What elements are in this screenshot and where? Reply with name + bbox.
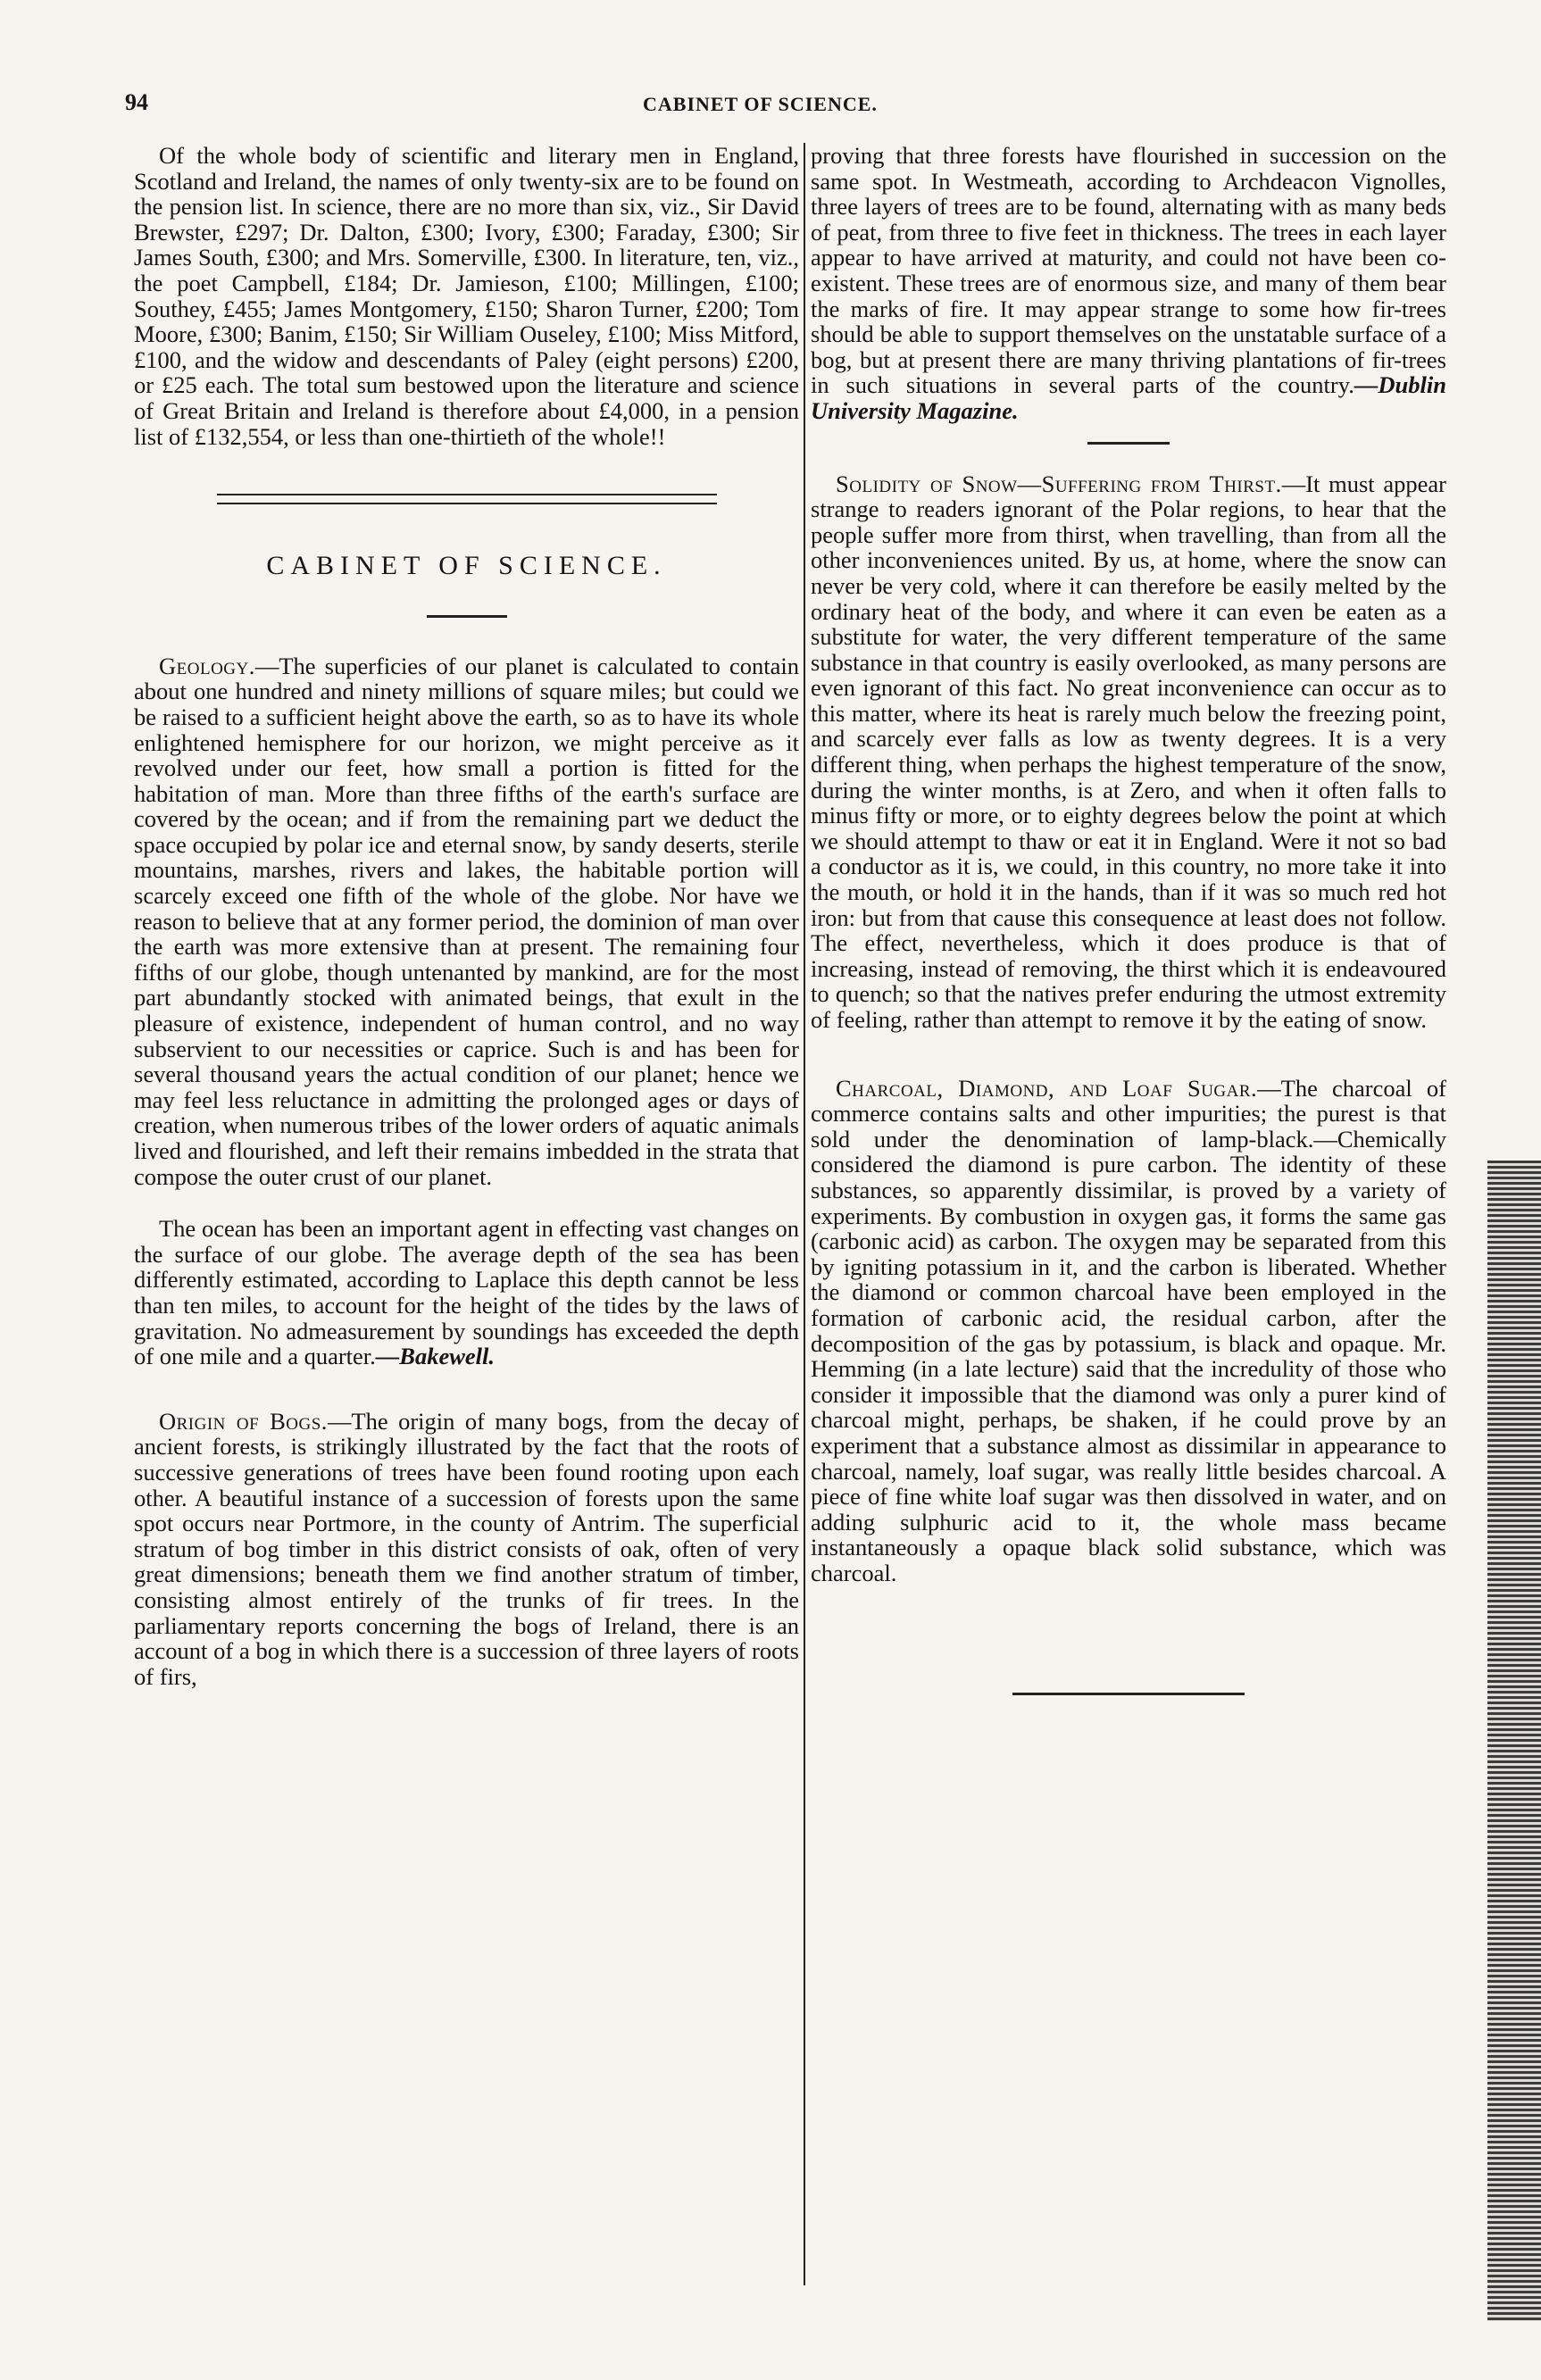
pension-list-paragraph: Of the whole body of scientific and literary men in England, Scotland and Ireland, the names of only twenty-six are to be found on the pension list. In science, there are no more than six, viz., Sir David Brewster, £297; Dr. Dalton, £300; Ivory, £300; Faraday, £300; Sir James South, £300; and Mrs. Somerville, £300. In literature, ten, viz., the poet Campbell, £184; Dr. Jamieson, £100; Millingen, £100; Southey, £455; James Montgomery, £150; Sharon Turner, £200; Tom Moore, £300; Banim, £150; Sir William Ouseley, £100; Miss Mitford, £100, and the widow and descendants of Paley (eight persons) £200, or £25 each. The total sum bestowed upon the literature and science of Great Britain and Ireland is therefore about £4,000, in a pension list of £132,554, or less than one-thirtieth of the whole!! (134, 142, 799, 450)
geology-heading: Geology. (159, 652, 255, 679)
ocean-article (134, 1216, 799, 1369)
bogs-continuation (811, 143, 1446, 424)
bogs-continuation-text: proving that three forests have flourished in succession on the same spot. In Westmeath, according to Archdeacon Vignolles, three layers of trees are to be found, alternating with as many beds of peat, from three to five feet in thickness. The trees in each layer appear to have arrived at maturity, and could not have been co-existent. These trees are of enormous size, and many of them bear the marks of fire. It may appear strange to some how fir-trees should be able to support themselves on the unstatable surface of a bog, but at present there are many thriving plantations of fir-trees in such situations in several parts of the country. (811, 142, 1446, 399)
short-rule (1087, 442, 1170, 445)
page-header (125, 89, 1464, 125)
right-column (811, 143, 1446, 1695)
scan-edge-artifact (1487, 1161, 1541, 2321)
page-number: 94 (125, 89, 148, 115)
end-rule (1012, 1693, 1245, 1695)
snow-heading: Solidity of Snow—Suffering from Thirst. (836, 470, 1282, 497)
geology-article (134, 653, 799, 1189)
bogs-text: —The origin of many bogs, from the decay of ancient forests, is strikingly illustrated by the fact that the roots of successive generations of trees have been found rooting upon each other. A beautiful instance of a succession of forests upon the same spot occurs near Portmore, in the county of Antrim. The superficial stratum of bog timber in this district consists of oak, often of very great dimensions; beneath them we find another stratum of timber, consisting almost entirely of the trunks of fir trees. In the parliamentary reports concerning the bogs of Ireland, there is an account of a bog in which there is a succession of three layers of roots of firs, (134, 1407, 799, 1690)
running-head: CABINET OF SCIENCE. (643, 93, 878, 115)
bogs-source: —Dublin University Magazine. (811, 371, 1446, 424)
ocean-text: The ocean has been an important agent in effecting vast changes on the surface of our globe. The average depth of the sea has been differently estimated, according to Laplace this depth cannot be less than ten miles, to account for the height of the tides by the laws of gravitation. No admeasurement by soundings has exceeded the depth of one mile and a quarter. (134, 1215, 799, 1370)
geology-text: —The superficies of our planet is calculated to contain about one hundred and ninety millions of square miles; but could we be raised to a sufficient height above the earth, so as to have its whole enlightened hemisphere for our horizon, we might perceive as it revolved under our feet, how small a portion is fitted for the habitation of man. More than three fifths of the earth's surface are covered by the ocean; and if from the remaining part we deduct the space occupied by polar ice and eternal snow, by sandy deserts, sterile mountains, marshes, rivers and lakes, the habitable portion will scarcely exceed one fifth of the whole of the globe. Nor have we reason to believe that at any former period, the dominion of man over the earth was more extensive than at present. The remaining four fifths of our globe, though untenanted by mankind, are for the most part abundantly stocked with animated beings, that exult in the pleasure of existence, independent of human control, and no way subservient to our necessities or caprice. Such is and has been for several thousand years the actual condition of our planet; hence we may feel less reluctance in admitting the prolonged ages or days of creation, when numerous tribes of the lower orders of aquatic animals lived and flourished, and left their remains imbedded in the strata that compose the outer crust of our planet. (134, 652, 799, 1190)
snow-article (811, 471, 1446, 1033)
double-rule-divider (217, 494, 717, 504)
charcoal-article (811, 1076, 1446, 1586)
short-rule (427, 615, 507, 618)
column-divider (804, 143, 805, 2285)
bogs-article (134, 1409, 799, 1690)
section-title: CABINET OF SCIENCE. (266, 551, 667, 581)
left-column (134, 143, 799, 1689)
snow-text: —It must appear strange to readers ignorant of the Polar regions, to hear that the people suffer more from thirst, when travelling, than from all the other inconveniences united. By us, at home, where the snow can never be very cold, where it can therefore be easily melted by the ordinary heat of the body, and where it can even be eaten as a substitute for water, the very different temperature of the same substance in that country is easily overlooked, as many persons are even ignorant of this fact. No great inconvenience can occur as to this matter, where its heat is rarely much below the freezing point, and scarcely ever falls as low as twenty degrees. It is a very different thing, when perhaps the highest temperature of the snow, during the winter months, is at Zero, and when it often falls to minus fifty or more, or to eighty degrees below the point at which we should attempt to thaw or eat it in England. Were it not so bad a conductor as it is, we could, in this country, no more take it into the mouth, or hold it in the hands, than if it was so much red hot iron: but from that cause this consequence at least does not follow. The effect, nevertheless, which it does produce is that of increasing, instead of removing, the thirst which it is endeavoured to quench; so that the natives prefer enduring the utmost extremity of feeling, rather than attempt to remove it by the eating of snow. (811, 470, 1446, 1033)
ocean-source: —Bakewell. (375, 1343, 496, 1370)
charcoal-heading: Charcoal, Diamond, and Loaf Sugar. (836, 1074, 1258, 1102)
charcoal-text: —The charcoal of commerce contains salts and other impurities; the purest is that sold under the denomination of lamp-black.—Chemically considered the diamond is pure carbon. The identity of these substances, so apparently dissimilar, is proved by a variety of experiments. By combustion in oxygen gas, it forms the same gas (carbonic acid) as carbon. The oxygen may be separated from this by igniting potassium in it, and the carbon is liberated. Whether the diamond or common charcoal have been employed in the formation of carbonic acid, the residual carbon, after the decomposition of the gas by potassium, is black and opaque. Mr. Hemming (in a late lecture) said that the incredulity of those who consider it impossible that the diamond was only a purer kind of charcoal might, perhaps, be shaken, if he could prove by an experiment that a substance almost as dissimilar in appearance to charcoal, namely, loaf sugar, was really little besides charcoal. A piece of fine white loaf sugar was then dissolved in water, and on adding sulphuric acid to it, the whole mass became instantaneously a opaque black solid substance, which was charcoal. (811, 1074, 1446, 1586)
bogs-heading: Origin of Bogs. (159, 1407, 328, 1435)
